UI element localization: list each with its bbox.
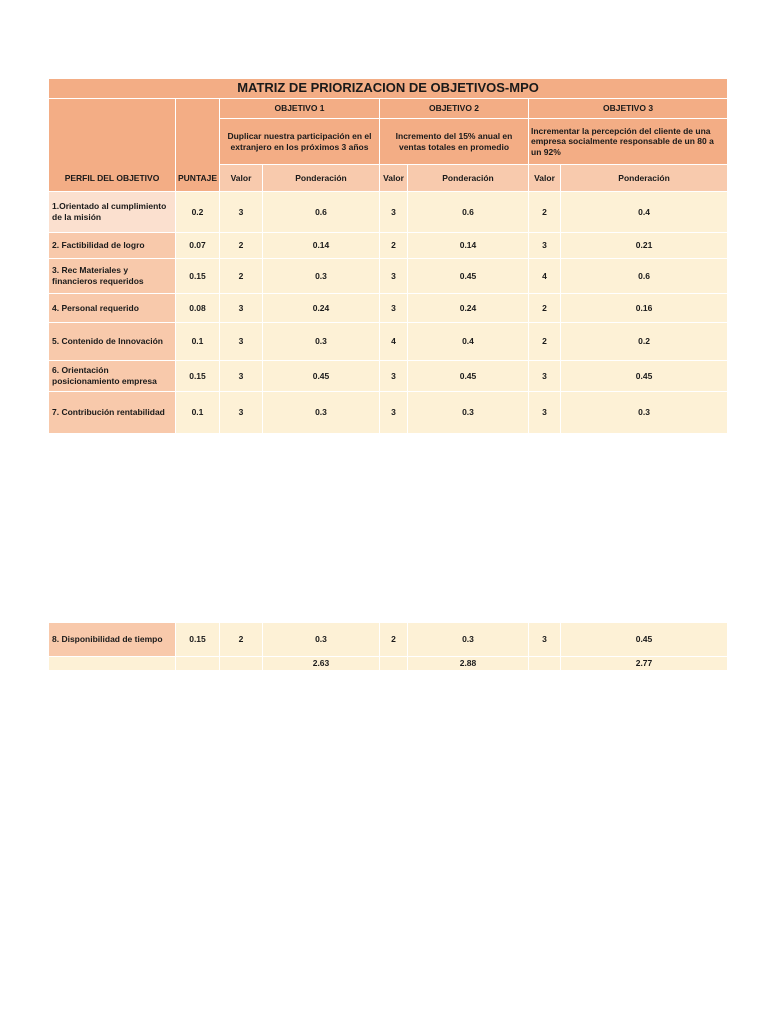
puntaje-cell: 0.15 xyxy=(176,623,220,657)
valor-cell: 2 xyxy=(529,294,561,323)
valor-header-3: Valor xyxy=(529,165,561,192)
valor-header-1: Valor xyxy=(220,165,263,192)
criterio-cell: 7. Contribución rentabilidad xyxy=(49,392,176,434)
ponderacion-cell: 0.45 xyxy=(263,361,380,392)
ponderacion-cell: 0.3 xyxy=(263,392,380,434)
ponderacion-cell: 0.14 xyxy=(263,233,380,259)
valor-cell: 3 xyxy=(220,361,263,392)
valor-cell: 2 xyxy=(529,192,561,233)
ponderacion-cell: 0.3 xyxy=(561,392,728,434)
valor-cell: 2 xyxy=(220,623,263,657)
objective-3-description: Incrementar la percepción del cliente de una empresa socialmente responsable de un 80 a un 92% xyxy=(529,119,728,165)
matrix-title: MATRIZ DE PRIORIZACION DE OBJETIVOS-MPO xyxy=(49,79,728,99)
ponderacion-header-2: Ponderación xyxy=(408,165,529,192)
table-row xyxy=(49,259,728,294)
valor-cell: 3 xyxy=(380,294,408,323)
criterio-cell: 8. Disponibilidad de tiempo xyxy=(49,623,176,657)
ponderacion-cell: 0.3 xyxy=(263,323,380,361)
ponderacion-cell: 0.6 xyxy=(561,259,728,294)
table-row xyxy=(49,623,728,657)
ponderacion-cell: 0.45 xyxy=(561,361,728,392)
valor-cell: 2 xyxy=(529,323,561,361)
total-objective-3: 2.77 xyxy=(561,657,728,671)
valor-cell: 3 xyxy=(529,233,561,259)
valor-cell: 2 xyxy=(220,259,263,294)
ponderacion-cell: 0.45 xyxy=(561,623,728,657)
criterio-cell: 5. Contenido de Innovación xyxy=(49,323,176,361)
ponderacion-cell: 0.21 xyxy=(561,233,728,259)
totals-row xyxy=(49,657,728,671)
valor-cell: 3 xyxy=(220,392,263,434)
ponderacion-header-3: Ponderación xyxy=(561,165,728,192)
ponderacion-cell: 0.24 xyxy=(263,294,380,323)
valor-cell: 3 xyxy=(380,361,408,392)
ponderacion-header-1: Ponderación xyxy=(263,165,380,192)
valor-cell: 3 xyxy=(380,259,408,294)
puntaje-cell: 0.15 xyxy=(176,361,220,392)
valor-cell: 2 xyxy=(380,623,408,657)
criterio-cell: 3. Rec Materiales y financieros requeridos xyxy=(49,259,176,294)
valor-cell: 4 xyxy=(529,259,561,294)
perfil-header: PERFIL DEL OBJETIVO xyxy=(49,99,176,192)
ponderacion-cell: 0.2 xyxy=(561,323,728,361)
empty-cell xyxy=(49,657,176,671)
valor-cell: 2 xyxy=(380,233,408,259)
empty-cell xyxy=(529,657,561,671)
valor-cell: 3 xyxy=(529,361,561,392)
criterio-cell: 2. Factibilidad de logro xyxy=(49,233,176,259)
objective-1-description: Duplicar nuestra participación en el extranjero en los próximos 3 años xyxy=(220,119,380,165)
puntaje-cell: 0.08 xyxy=(176,294,220,323)
valor-cell: 3 xyxy=(220,192,263,233)
ponderacion-cell: 0.45 xyxy=(408,361,529,392)
priority-matrix-table-continued xyxy=(48,622,728,671)
total-objective-1: 2.63 xyxy=(263,657,380,671)
puntaje-cell: 0.07 xyxy=(176,233,220,259)
ponderacion-cell: 0.4 xyxy=(408,323,529,361)
empty-cell xyxy=(220,657,263,671)
valor-cell: 3 xyxy=(529,623,561,657)
puntaje-cell: 0.1 xyxy=(176,323,220,361)
table-row xyxy=(49,323,728,361)
ponderacion-cell: 0.3 xyxy=(408,392,529,434)
puntaje-header: PUNTAJE xyxy=(176,99,220,192)
valor-cell: 3 xyxy=(529,392,561,434)
valor-cell: 3 xyxy=(220,323,263,361)
table-row xyxy=(49,233,728,259)
table-row xyxy=(49,294,728,323)
ponderacion-cell: 0.4 xyxy=(561,192,728,233)
criterio-cell: 1.Orientado al cumplimiento de la misión xyxy=(49,192,176,233)
objective-2-label: OBJETIVO 2 xyxy=(380,99,529,119)
ponderacion-cell: 0.16 xyxy=(561,294,728,323)
objective-1-label: OBJETIVO 1 xyxy=(220,99,380,119)
puntaje-cell: 0.1 xyxy=(176,392,220,434)
valor-header-2: Valor xyxy=(380,165,408,192)
puntaje-cell: 0.15 xyxy=(176,259,220,294)
valor-cell: 3 xyxy=(220,294,263,323)
empty-cell xyxy=(176,657,220,671)
ponderacion-cell: 0.3 xyxy=(263,623,380,657)
empty-cell xyxy=(380,657,408,671)
ponderacion-cell: 0.24 xyxy=(408,294,529,323)
table-row xyxy=(49,361,728,392)
ponderacion-cell: 0.14 xyxy=(408,233,529,259)
total-objective-2: 2.88 xyxy=(408,657,529,671)
ponderacion-cell: 0.6 xyxy=(263,192,380,233)
ponderacion-cell: 0.3 xyxy=(263,259,380,294)
objective-2-description: Incremento del 15% anual en ventas totales en promedio xyxy=(380,119,529,165)
table-row xyxy=(49,392,728,434)
criterio-cell: 6. Orientación posicionamiento empresa xyxy=(49,361,176,392)
ponderacion-cell: 0.45 xyxy=(408,259,529,294)
valor-cell: 2 xyxy=(220,233,263,259)
criterio-cell: 4. Personal requerido xyxy=(49,294,176,323)
ponderacion-cell: 0.3 xyxy=(408,623,529,657)
puntaje-cell: 0.2 xyxy=(176,192,220,233)
priority-matrix-table xyxy=(48,78,728,434)
ponderacion-cell: 0.6 xyxy=(408,192,529,233)
valor-cell: 3 xyxy=(380,192,408,233)
table-row xyxy=(49,192,728,233)
objective-3-label: OBJETIVO 3 xyxy=(529,99,728,119)
valor-cell: 3 xyxy=(380,392,408,434)
valor-cell: 4 xyxy=(380,323,408,361)
